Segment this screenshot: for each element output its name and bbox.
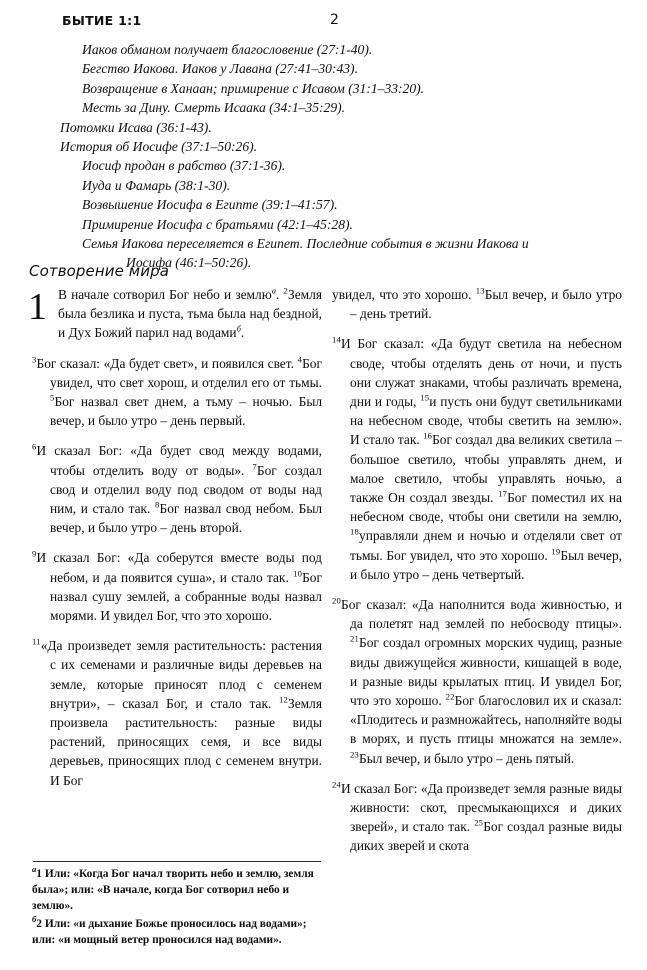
chapter-number-dropcap: 1 bbox=[28, 286, 47, 328]
verse-paragraph: В начале сотворил Бог небо и землю$^а$. $^2$Земля была безлика и пуста, тьма была над бездной, и Дух Божий парил над водами$^б$. bbox=[58, 285, 322, 341]
outline-list bbox=[60, 40, 620, 273]
outline-item: Возвращение в Ханаан; примирение с Исавом (31:1–33:20). bbox=[82, 80, 425, 96]
footnote-list bbox=[32, 866, 324, 948]
outline-item: Возвышение Иосифа в Египте (39:1–41:57). bbox=[82, 197, 338, 213]
verse-paragraph: увидел, что это хорошо. $^{13}$Был вечер, и было утро – день третий. bbox=[332, 285, 622, 322]
outline-item: Иаков обманом получает благословение (27:1-40). bbox=[82, 42, 373, 57]
verse-paragraph: $^3$Бог сказал: «Да будет свет», и появился свет. $^4$Бог увидел, что свет хорош, и отделил его от тьмы. $^5$Бог назвал свет днем, а тьму – ночью. Был вечер, и было утро – день первый. bbox=[32, 354, 322, 429]
footnote-item: $^а$1 Или: «Когда Бог начал творить небо и землю, земля была»; или: «В начале, когда Бог сотворил небо и землю». bbox=[32, 864, 314, 913]
outline-item: Бегство Иакова. Иаков у Лавана (27:41–30:43). bbox=[82, 61, 358, 77]
text-column-left bbox=[32, 285, 322, 790]
verse-paragraph: $^9$И сказал Бог: «Да соберутся вместе воды под небом, и да появится суша», и стало так. $^{10}$Бог назвал сушу землей, а собранные воды назвал морями. И увидел Бог, что это хорошо. bbox=[32, 548, 322, 624]
outline-item: Потомки Исава (36:1-43). bbox=[60, 119, 212, 135]
verse-paragraph: $^6$И сказал Бог: «Да будет свод между водами, чтобы отделить воду от воды». $^7$Бог создал свод и отделил воду под сводом от воды над ним, и стало так. $^8$Бог назвал свод небом. Был вечер, и было утро – день второй. bbox=[32, 441, 323, 536]
verse-paragraph: $^{24}$И сказал Бог: «Да произведет земля разные виды живности: скот, пресмыкающихся и диких зверей», и стало так. $^{25}$Бог создал разные виды диких зверей и скота bbox=[332, 779, 622, 854]
page-number: 2 bbox=[330, 12, 339, 28]
section-heading: Сотворение мира bbox=[29, 262, 169, 280]
outline-item: Иосиф продан в рабство (37:1-36). bbox=[82, 158, 286, 174]
footnote-separator-rule bbox=[33, 861, 321, 862]
verse-paragraph: $^{14}$И Бог сказал: «Да будут светила на небесном своде, чтобы отделять день от ночи, и пусть они служат знаками, чтобы различать времена, дни и годы, $^{15}$и пусть они будут светильниками на небесном своде, чтобы светить на землю». И стало так. $^{16}$Бог создал два великих светила – большое светило, чтобы управлять днем, и малое светило, чтобы управлять ночью, а также Он создал звезды. $^{17}$Бог поместил их на небесном своде, чтобы они светили на землю, $^{18}$управляли днем и ночью и отделяли свет от тьмы. Бог увидел, что это хорошо. $^{19}$Был вечер, и было утро – день четвертый. bbox=[332, 334, 623, 582]
running-head bbox=[62, 13, 582, 33]
text-column-right bbox=[332, 285, 622, 856]
outline-item: Примирение Иосифа с братьями (42:1–45:28). bbox=[82, 216, 353, 232]
outline-item: Иуда и Фамарь (38:1-30). bbox=[82, 177, 231, 193]
outline-item: Иосифа (46:1–50:26). bbox=[126, 255, 252, 271]
running-head-book-reference: БЫТИЕ 1:1 bbox=[62, 13, 142, 28]
verse-paragraph: $^{11}$«Да произведет земля растительность: растения с их семенами и различные виды деревьев на земле, которые приносят плод с семенем внутри», – сказал Бог, и стало так. $^{12}$Земля произвела растительность: разные виды растений, приносящих семя, и все виды деревьев, приносящих плод с семенем внутри. И Бог bbox=[32, 636, 322, 788]
outline-item: Семья Иакова переселяется в Египет. Последние события в жизни Иакова и bbox=[82, 236, 529, 252]
outline-item: Месть за Дину. Смерть Исаака (34:1–35:29). bbox=[82, 100, 346, 116]
verse-paragraph: $^{20}$Бог сказал: «Да наполнится вода живностью, и да полетят над землей по небосводу птицы». $^{21}$Бог создал огромных морских чудищ, разные виды движущейся живности, кишащей в воде, и разные виды крылатых птиц. И увидел Бог, что это хорошо. $^{22}$Бог благословил их и сказал: «Плодитесь и размножайтесь, наполняйте воды в морях, и пусть птицы множатся на земле». $^{23}$Был вечер, и было утро – день пятый. bbox=[332, 595, 622, 766]
footnote-item: $^б$2 Или: «и дыхание Божье проносилось над водами»; или: «и мощный ветер проносился над водами». bbox=[32, 913, 307, 946]
outline-item: История об Иосифе (37:1–50:26). bbox=[60, 139, 258, 155]
